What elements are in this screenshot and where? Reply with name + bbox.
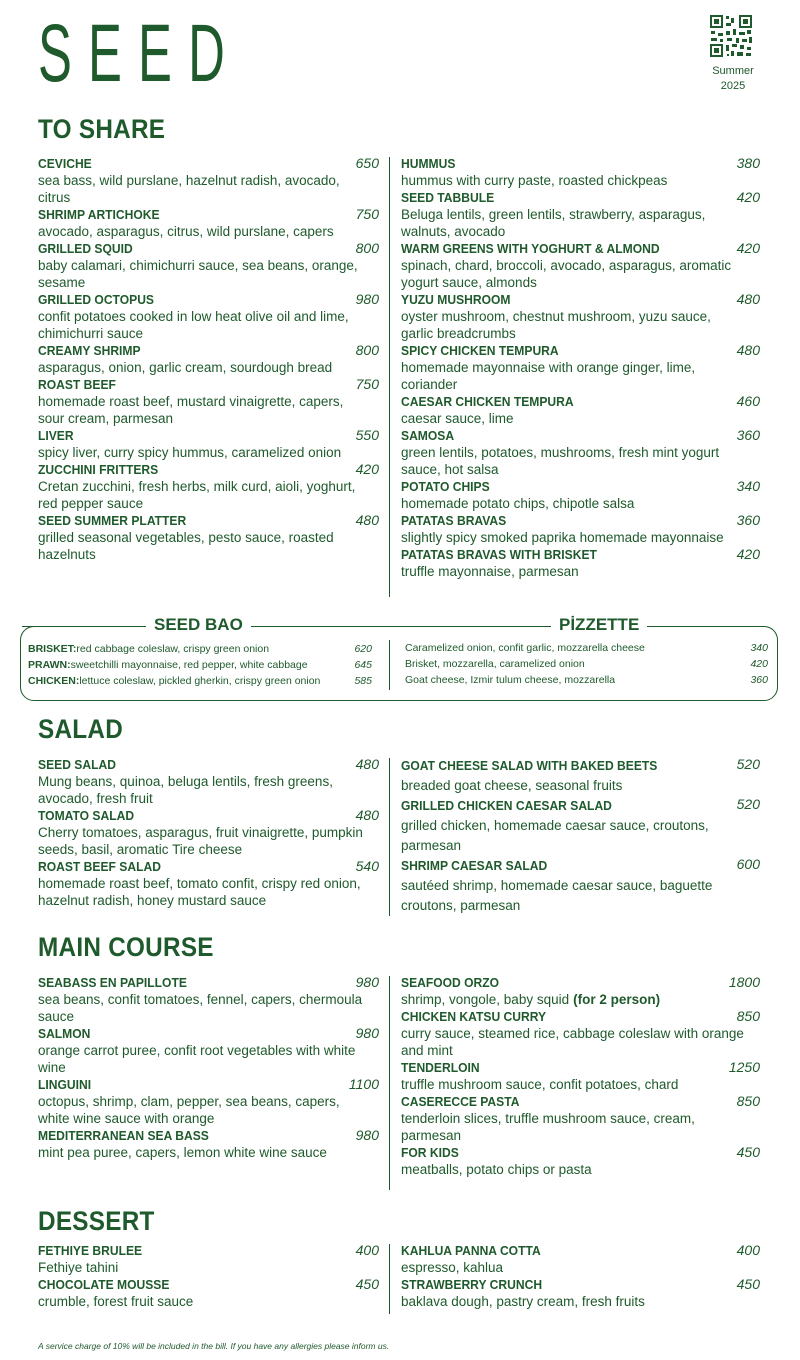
- menu-item-description: [401, 776, 760, 796]
- band-divider: [389, 640, 390, 690]
- menu-item-description: [401, 1259, 760, 1276]
- menu-item-description: [401, 172, 760, 189]
- menu-item: [38, 512, 379, 563]
- band-rule: [258, 626, 520, 627]
- bao-price: 645: [354, 659, 372, 671]
- menu-item-name: TENDERLOIN: [401, 1060, 480, 1075]
- menu-item-name: HUMMUS: [401, 156, 456, 171]
- menu-item-price: 480: [736, 342, 760, 358]
- menu-item-name: SEED SUMMER PLATTER: [38, 513, 187, 528]
- menu-item: [38, 427, 379, 461]
- menu-item-price: 980: [355, 1025, 379, 1041]
- menu-item-description-text: curry sauce, steamed rice, cabbage coleslaw with orange and mint: [401, 1026, 744, 1058]
- pizzette-price: 360: [750, 674, 768, 686]
- menu-item-name: SAMOSA: [401, 428, 455, 443]
- menu-item-name: SEAFOOD ORZO: [401, 975, 500, 990]
- menu-item-name: SALMON: [38, 1026, 91, 1041]
- salad-left-column: [38, 756, 379, 909]
- menu-item-description: [401, 444, 760, 478]
- menu-item-name: CASERECCE PASTA: [401, 1094, 520, 1109]
- menu-item-name: STRAWBERRY CRUNCH: [401, 1277, 543, 1292]
- menu-item-price: 340: [736, 478, 760, 494]
- menu-item-price: 380: [736, 155, 760, 171]
- menu-item-description-text: baklava dough, pastry cream, fresh fruits: [401, 1294, 645, 1309]
- brand-logo: SEED: [38, 8, 241, 99]
- menu-item: [38, 1127, 379, 1161]
- menu-item-description: [38, 308, 379, 342]
- menu-item-description: [38, 444, 379, 461]
- menu-item-price: 750: [355, 206, 379, 222]
- menu-item-price: 980: [355, 1127, 379, 1143]
- menu-item-description-text: oyster mushroom, chestnut mushroom, yuzu sauce, garlic breadcrumbs: [401, 309, 711, 341]
- menu-item: [401, 756, 760, 796]
- menu-item-description: [38, 223, 379, 240]
- qr-code-icon[interactable]: [709, 14, 753, 58]
- pizzette-item: Caramelized onion, confit garlic, mozzarella cheese: [405, 642, 645, 654]
- menu-item: [401, 974, 760, 1008]
- menu-item-description-text: sautéed shrimp, homemade caesar sauce, baguette croutons, parmesan: [401, 878, 713, 913]
- menu-item: [401, 1093, 760, 1144]
- bao-item-brisket: BRISKET:red cabbage coleslaw, crispy green onion: [28, 643, 270, 655]
- menu-item: [38, 807, 379, 858]
- menu-item-price: 1100: [348, 1076, 379, 1092]
- menu-item-note: (for 2 person): [573, 992, 661, 1007]
- menu-item-description: [38, 393, 379, 427]
- menu-item-description-text: Beluga lentils, green lentils, strawberry, asparagus, walnuts, avocado: [401, 207, 706, 239]
- menu-item-price: 480: [736, 291, 760, 307]
- menu-item-price: 480: [355, 807, 379, 823]
- section-title-salad: SALAD: [38, 714, 124, 744]
- menu-item-description-text: caesar sauce, lime: [401, 411, 514, 426]
- menu-item-name: CHOCOLATE MOUSSE: [38, 1277, 170, 1292]
- menu-item: [38, 974, 379, 1025]
- menu-item-price: 850: [736, 1093, 760, 1109]
- menu-item-description: [38, 478, 379, 512]
- menu-item-name: SEED SALAD: [38, 757, 116, 772]
- menu-item: [38, 1076, 379, 1127]
- menu-item-name: CHICKEN KATSU CURRY: [401, 1009, 547, 1024]
- menu-item: [38, 1025, 379, 1076]
- menu-item-name: GOAT CHEESE SALAD WITH BAKED BEETS: [401, 758, 658, 773]
- menu-item: [38, 756, 379, 807]
- menu-item-description-text: confit potatoes cooked in low heat olive oil and lime, chimichurri sauce: [38, 309, 349, 341]
- menu-item-description-text: Cherry tomatoes, asparagus, fruit vinaigrette, pumpkin seeds, basil, aromatic Tire cheese: [38, 825, 363, 857]
- menu-item-price: 360: [736, 512, 760, 528]
- menu-item-description: [401, 1025, 760, 1059]
- menu-item-name: SEABASS EN PAPILLOTE: [38, 975, 187, 990]
- menu-item-description-text: espresso, kahlua: [401, 1260, 504, 1275]
- menu-item-description: [38, 172, 379, 206]
- menu-item-price: 540: [355, 858, 379, 874]
- footer-note: A service charge of 10% will be included in the bill. If you have any allergies please inform us.: [38, 1341, 390, 1351]
- menu-item-description: [401, 495, 760, 512]
- column-divider: [389, 157, 390, 597]
- menu-item: [401, 856, 760, 916]
- menu-item-price: 450: [736, 1276, 760, 1292]
- menu-item-description-text: octopus, shrimp, clam, pepper, sea beans, capers, white wine sauce with orange: [38, 1094, 340, 1126]
- menu-item-name: ROAST BEEF: [38, 377, 116, 392]
- menu-item-price: 520: [736, 756, 760, 772]
- menu-item-description: [38, 1144, 379, 1161]
- menu-item: [401, 478, 760, 512]
- menu-item-description: [401, 816, 760, 856]
- menu-item-description: [38, 824, 379, 858]
- menu-item-price: 460: [736, 393, 760, 409]
- menu-item-description: [38, 257, 379, 291]
- menu-item-name: LIVER: [38, 428, 74, 443]
- menu-item-price: 450: [736, 1144, 760, 1160]
- menu-item-price: 520: [736, 796, 760, 812]
- menu-item-description: [401, 991, 760, 1008]
- menu-item-price: 800: [355, 342, 379, 358]
- column-divider: [389, 1244, 390, 1314]
- menu-item: [38, 376, 379, 427]
- menu-item-description-text: baby calamari, chimichurri sauce, sea beans, orange, sesame: [38, 258, 358, 290]
- menu-item-name: SHRIMP CAESAR SALAD: [401, 858, 548, 873]
- bao-item-prawn: PRAWN:sweetchilli mayonnaise, red pepper, white cabbage: [28, 659, 308, 671]
- menu-item-price: 980: [355, 291, 379, 307]
- menu-item-description-text: homemade potato chips, chipotle salsa: [401, 496, 635, 511]
- menu-item-price: 480: [355, 512, 379, 528]
- menu-item-name: CREAMY SHRIMP: [38, 343, 141, 358]
- menu-item-description: [38, 1259, 379, 1276]
- menu-item-description-text: avocado, asparagus, citrus, wild purslane, capers: [38, 224, 334, 239]
- band-rule: [22, 626, 132, 627]
- menu-item-description: [401, 1293, 760, 1310]
- menu-item-name: SHRIMP ARTICHOKE: [38, 207, 160, 222]
- menu-item-name: YUZU MUSHROOM: [401, 292, 511, 307]
- menu-item-price: 420: [355, 461, 379, 477]
- menu-item: [401, 796, 760, 856]
- to-share-right-column: [401, 155, 760, 580]
- menu-item-name: PATATAS BRAVAS: [401, 513, 507, 528]
- menu-item-name: CAESAR CHICKEN TEMPURA: [401, 394, 574, 409]
- menu-item-price: 650: [355, 155, 379, 171]
- menu-item-name: PATATAS BRAVAS WITH BRISKET: [401, 547, 597, 562]
- menu-item-name: FOR KIDS: [401, 1145, 459, 1160]
- menu-item-name: KAHLUA PANNA COTTA: [401, 1243, 541, 1258]
- menu-item: [38, 206, 379, 240]
- pizzette-title: PİZZETTE: [551, 615, 647, 635]
- menu-item-name: LINGUINI: [38, 1077, 92, 1092]
- menu-item: [38, 155, 379, 206]
- menu-item: [401, 1144, 760, 1178]
- section-title-to-share: TO SHARE: [38, 114, 166, 144]
- menu-item-description: [401, 308, 760, 342]
- menu-item-price: 980: [355, 974, 379, 990]
- menu-item: [401, 1008, 760, 1059]
- menu-item-name: FETHIYE BRULEE: [38, 1243, 143, 1258]
- menu-item-price: 800: [355, 240, 379, 256]
- menu-item-description-text: sea bass, wild purslane, hazelnut radish, avocado, citrus: [38, 173, 340, 205]
- menu-item-description-text: homemade roast beef, tomato confit, crispy red onion, hazelnut radish, honey mustard sauce: [38, 876, 361, 908]
- menu-item-description-text: truffle mushroom sauce, confit potatoes, chard: [401, 1077, 679, 1092]
- main-left-column: [38, 974, 379, 1161]
- menu-item-name: ROAST BEEF SALAD: [38, 859, 161, 874]
- menu-item-name: CEVICHE: [38, 156, 92, 171]
- menu-item-name: GRILLED OCTOPUS: [38, 292, 154, 307]
- menu-item-description-text: hummus with curry paste, roasted chickpeas: [401, 173, 668, 188]
- menu-item-price: 1250: [728, 1059, 760, 1075]
- menu-item-description-text: breaded goat cheese, seasonal fruits: [401, 778, 623, 793]
- menu-item-name: POTATO CHIPS: [401, 479, 490, 494]
- menu-item-description-text: spicy liver, curry spicy hummus, caramelized onion: [38, 445, 342, 460]
- menu-item: [401, 546, 760, 580]
- menu-item-description: [38, 1042, 379, 1076]
- menu-item-price: 400: [355, 1242, 379, 1258]
- pizzette-item: Goat cheese, Izmir tulum cheese, mozzarella: [405, 674, 616, 686]
- menu-item-description: [401, 257, 760, 291]
- menu-item-description-text: sea beans, confit tomatoes, fennel, capers, chermoula sauce: [38, 992, 363, 1024]
- menu-item-description-text: grilled chicken, homemade caesar sauce, croutons, parmesan: [401, 818, 709, 853]
- band-rule: [664, 626, 764, 627]
- column-divider: [389, 758, 390, 916]
- menu-item-description: [401, 1161, 760, 1178]
- menu-item-name: GRILLED CHICKEN CAESAR SALAD: [401, 798, 612, 813]
- menu-item-description-text: Mung beans, quinoa, beluga lentils, fresh greens, avocado, fresh fruit: [38, 774, 333, 806]
- menu-item-name: SPICY CHICKEN TEMPURA: [401, 343, 559, 358]
- bao-price: 585: [354, 675, 372, 687]
- menu-item-description: [38, 1093, 379, 1127]
- bao-item-chicken: CHICKEN:lettuce coleslaw, pickled gherkin, crispy green onion: [28, 675, 321, 687]
- menu-item-description-text: orange carrot puree, confit root vegetables with white wine: [38, 1043, 356, 1075]
- menu-item-description: [401, 206, 760, 240]
- menu-item-description: [38, 991, 379, 1025]
- menu-item: [401, 1276, 760, 1310]
- menu-item-description-text: meatballs, potato chips or pasta: [401, 1162, 592, 1177]
- section-title-dessert: DESSERT: [38, 1206, 155, 1236]
- menu-item-description-text: spinach, chard, broccoli, avocado, asparagus, aromatic yogurt sauce, almonds: [401, 258, 732, 290]
- menu-item-price: 400: [736, 1242, 760, 1258]
- menu-item-name: MEDITERRANEAN SEA BASS: [38, 1128, 209, 1143]
- menu-item-description: [38, 1293, 379, 1310]
- menu-item-description-text: homemade roast beef, mustard vinaigrette, capers, sour cream, parmesan: [38, 394, 344, 426]
- menu-item-description-text: Cretan zucchini, fresh herbs, milk curd, aioli, yoghurt, red pepper sauce: [38, 479, 356, 511]
- menu-item: [401, 393, 760, 427]
- menu-item-price: 450: [355, 1276, 379, 1292]
- menu-item: [38, 1276, 379, 1310]
- menu-item-name: SEED TABBULE: [401, 190, 495, 205]
- menu-item-price: 360: [736, 427, 760, 443]
- menu-item-description: [401, 563, 760, 580]
- menu-item-price: 850: [736, 1008, 760, 1024]
- menu-item-description-text: mint pea puree, capers, lemon white wine sauce: [38, 1145, 327, 1160]
- menu-item-description: [38, 773, 379, 807]
- menu-item-description: [38, 359, 379, 376]
- menu-item: [401, 291, 760, 342]
- seed-bao-title: SEED BAO: [146, 615, 251, 635]
- pizzette-item: Brisket, mozzarella, caramelized onion: [405, 658, 585, 670]
- menu-item: [38, 342, 379, 376]
- menu-item-description: [401, 529, 760, 546]
- menu-item-price: 600: [736, 856, 760, 872]
- menu-item-name: GRILLED SQUID: [38, 241, 133, 256]
- menu-item-name: WARM GREENS WITH YOGHURT & ALMOND: [401, 241, 660, 256]
- menu-item: [38, 291, 379, 342]
- menu-item-price: 550: [355, 427, 379, 443]
- section-title-main-course: MAIN COURSE: [38, 932, 214, 962]
- menu-item-price: 420: [736, 546, 760, 562]
- to-share-left-column: [38, 155, 379, 563]
- menu-item-description-text: homemade mayonnaise with orange ginger, lime, coriander: [401, 360, 696, 392]
- menu-item: [401, 427, 760, 478]
- column-divider: [389, 976, 390, 1190]
- menu-item-description-text: crumble, forest fruit sauce: [38, 1294, 194, 1309]
- menu-item-description: [401, 876, 760, 916]
- menu-item-description-text: green lentils, potatoes, mushrooms, fresh mint yogurt sauce, hot salsa: [401, 445, 720, 477]
- season-label: Summer 2025: [712, 65, 754, 92]
- menu-item-description: [401, 410, 760, 427]
- menu-item-price: 1800: [728, 974, 760, 990]
- menu-item-description: [38, 875, 379, 909]
- menu-item-description: [401, 1076, 760, 1093]
- menu-item-price: 750: [355, 376, 379, 392]
- menu-item-description-text: slightly spicy smoked paprika homemade mayonnaise: [401, 530, 724, 545]
- menu-item-price: 480: [355, 756, 379, 772]
- menu-item-description-text: truffle mayonnaise, parmesan: [401, 564, 579, 579]
- salad-right-column: [401, 756, 760, 916]
- dessert-right-column: [401, 1242, 760, 1310]
- menu-item: [401, 342, 760, 393]
- menu-item: [38, 240, 379, 291]
- menu-item: [401, 240, 760, 291]
- bao-price: 620: [354, 643, 372, 655]
- menu-item-description: [38, 529, 379, 563]
- dessert-left-column: [38, 1242, 379, 1310]
- menu-item: [401, 512, 760, 546]
- menu-item: [401, 1242, 760, 1276]
- menu-item: [38, 1242, 379, 1276]
- menu-item-description-text: tenderloin slices, truffle mushroom sauce, cream, parmesan: [401, 1111, 695, 1143]
- menu-item: [401, 189, 760, 240]
- menu-item: [401, 1059, 760, 1093]
- menu-item-name: ZUCCHINI FRITTERS: [38, 462, 159, 477]
- menu-item-description-text: grilled seasonal vegetables, pesto sauce, roasted hazelnuts: [38, 530, 334, 562]
- menu-item-description-text: shrimp, vongole, baby squid: [401, 992, 570, 1007]
- menu-item: [401, 155, 760, 189]
- menu-item-price: 420: [736, 240, 760, 256]
- menu-item-description-text: asparagus, onion, garlic cream, sourdough bread: [38, 360, 333, 375]
- menu-item-price: 420: [736, 189, 760, 205]
- pizzette-price: 340: [750, 642, 768, 654]
- menu-item-description: [401, 359, 760, 393]
- pizzette-price: 420: [750, 658, 768, 670]
- menu-item-description: [401, 1110, 760, 1144]
- menu-item-description-text: Fethiye tahini: [38, 1260, 119, 1275]
- menu-item: [38, 858, 379, 909]
- main-right-column: [401, 974, 760, 1178]
- menu-item-name: TOMATO SALAD: [38, 808, 135, 823]
- menu-item: [38, 461, 379, 512]
